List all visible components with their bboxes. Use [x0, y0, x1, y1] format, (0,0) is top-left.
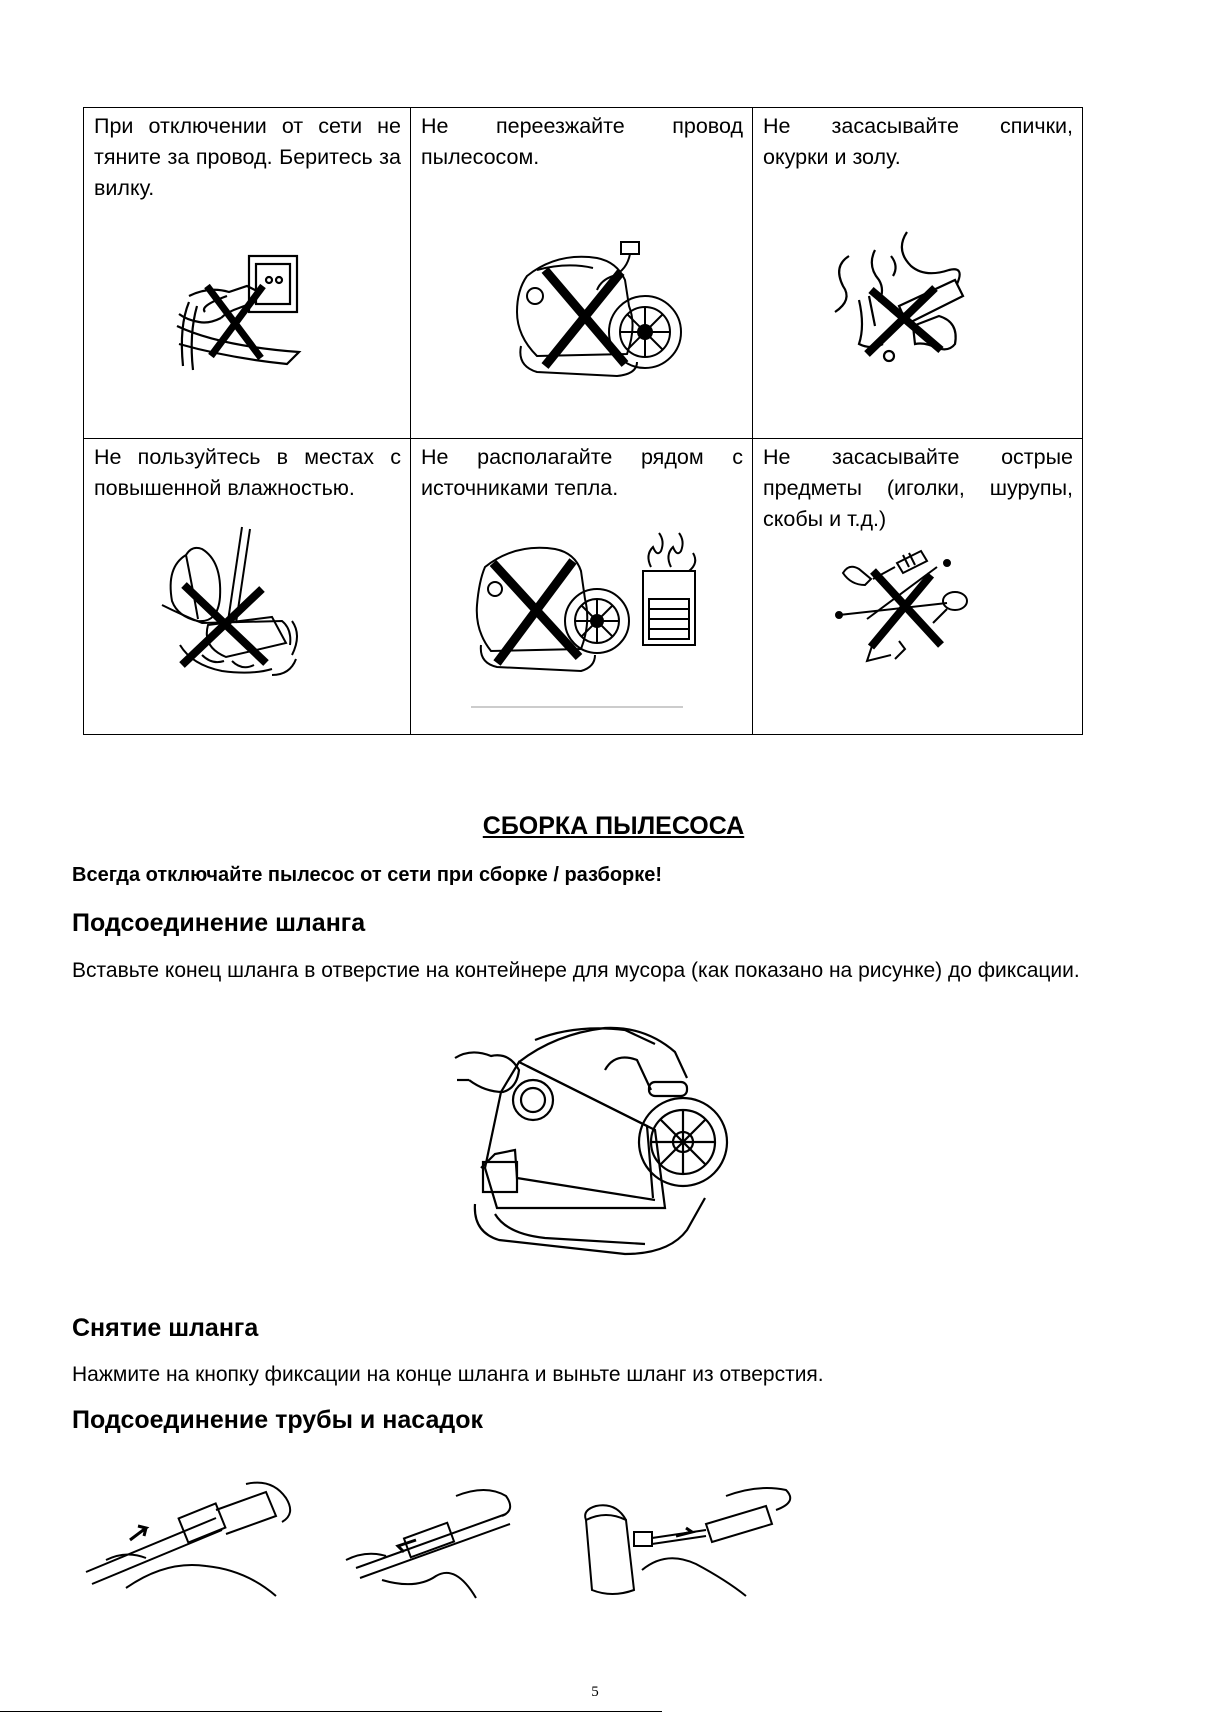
section-text: Нажмите на кнопку фиксации на конце шланга и выньте шланг из отверстия. — [72, 1363, 824, 1386]
section-title: Подсоединение шланга — [72, 909, 366, 937]
page-title: СБОРКА ПЫЛЕСОСА — [482, 812, 745, 840]
cigarette-ash-icon — [829, 226, 979, 366]
tube-connection-illustration — [86, 1480, 806, 1600]
warning-cell — [84, 439, 411, 735]
wet-floor-icon — [162, 525, 322, 685]
heater-icon — [471, 527, 711, 713]
warning-cell — [411, 439, 753, 735]
section-text: Вставьте конец шланга в отверстие на контейнере для мусора (как показано на рисунке) до фиксации. — [72, 959, 1080, 982]
section-title: Снятие шланга — [72, 1314, 259, 1342]
hose-connection-illustration — [455, 1018, 735, 1264]
warning-text: При отключении от сети не тяните за провод. Беритесь за вилку. — [94, 114, 401, 200]
warning-cell — [84, 108, 411, 439]
vacuum-over-cord-icon — [497, 236, 687, 386]
plug-pull-icon — [169, 246, 329, 386]
warning-text: Не засасывайте спички, окурки и золу. — [763, 114, 1073, 169]
section-title: Подсоединение трубы и насадок — [72, 1406, 483, 1434]
sharp-objects-icon — [837, 549, 1007, 669]
warning-text: Не пользуйтесь в местах с повышенной влажностью. — [94, 445, 401, 500]
warning-cell — [753, 439, 1083, 735]
warning-text: Не располагайте рядом с источниками тепла. — [421, 445, 743, 500]
footer-divider — [0, 1711, 662, 1712]
warning-cell — [753, 108, 1083, 439]
warning-cell — [411, 108, 753, 439]
page-number: 5 — [591, 1684, 599, 1700]
warning-text: Не переезжайте провод пылесосом. — [421, 114, 743, 169]
safety-notice: Всегда отключайте пылесос от сети при сборке / разборке! — [72, 864, 663, 886]
warning-text: Не засасывайте острые предметы (иголки, шурупы, скобы и т.д.) — [763, 445, 1073, 531]
warnings-table — [83, 107, 1083, 735]
